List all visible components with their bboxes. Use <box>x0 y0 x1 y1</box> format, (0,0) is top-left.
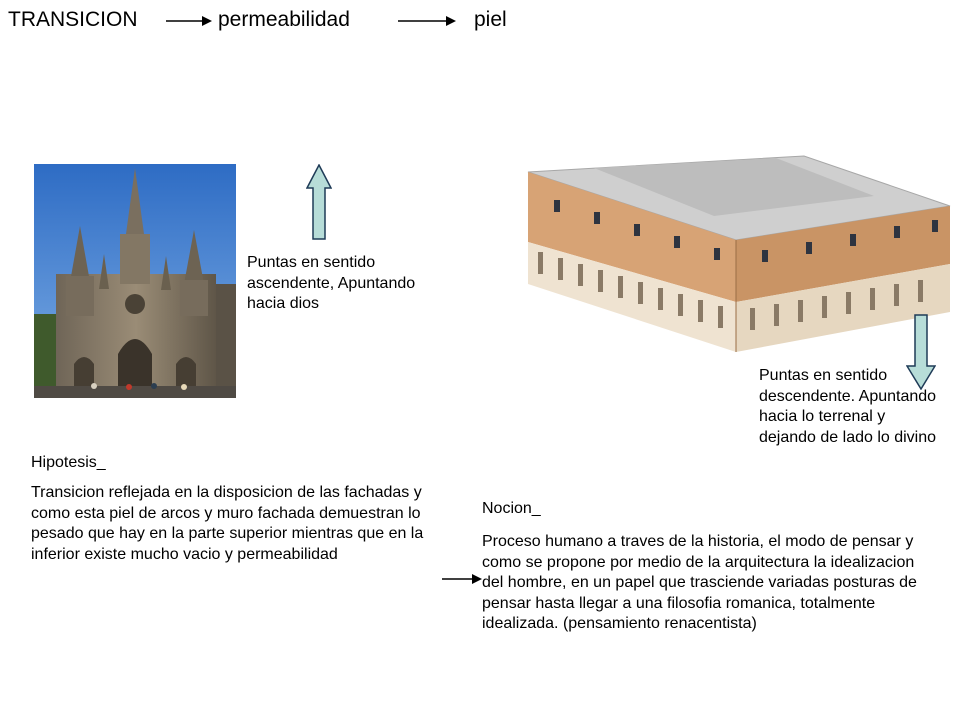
up-arrow-icon <box>306 164 332 240</box>
right-arrow-icon <box>166 14 212 28</box>
cathedral-photo <box>34 164 236 398</box>
header-word-piel: piel <box>474 8 507 31</box>
note-ascending: Puntas en sentido ascendente, Apuntando hacia dios <box>247 254 416 312</box>
right-arrow-icon <box>398 14 456 28</box>
note-descending: Puntas en sentido descendente. Apuntando hacia lo terrenal y dejando de lado lo divino <box>759 367 937 446</box>
nocion-heading: Nocion_ <box>482 500 541 517</box>
header-word-transicion: TRANSICION <box>8 8 138 31</box>
palace-rendering <box>524 152 956 354</box>
nocion-body: Proceso humano a traves de la historia, el modo de pensar y como se propone por medio de la arquitectura la idealizacion del hombre, en un papel que trasciende variadas posturas de pensar hasta llegar a una filosofia romanica, totalmente idealizada. (pensamiento renacentista) <box>482 533 917 632</box>
right-arrow-icon <box>442 572 482 586</box>
hipotesis-heading: Hipotesis_ <box>31 454 106 471</box>
header-word-permeabilidad: permeabilidad <box>218 8 350 31</box>
hipotesis-body: Transicion reflejada en la disposicion de las fachadas y como esta piel de arcos y muro fachada demuestran lo pesado que hay en la parte superior mientras que en la inferior existe mucho vacio y permeabilidad <box>31 484 424 563</box>
